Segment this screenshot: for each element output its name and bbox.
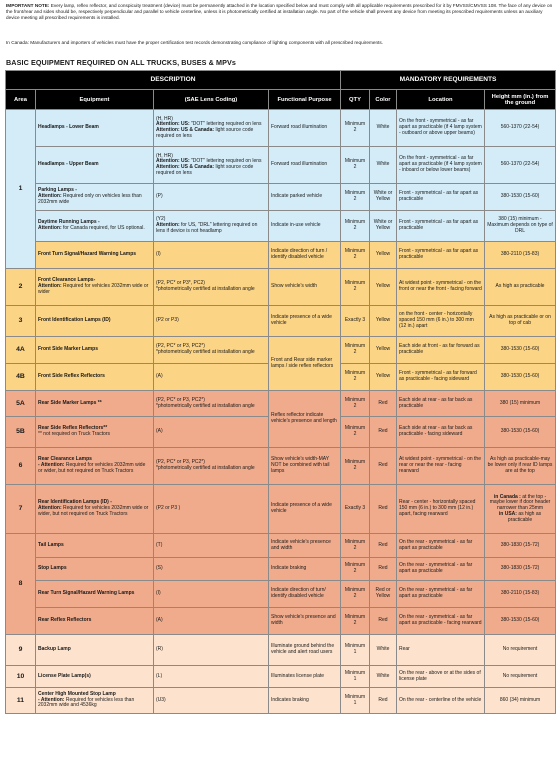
location-cell: on the front - center - horizontally spaced 150 mm (6 in.) to 300 mm (12 in.) apart bbox=[397, 306, 485, 337]
equipment-name: Front Clearance Lamps- bbox=[38, 277, 96, 284]
height-cell: 380-1530 (15-60) bbox=[485, 417, 556, 448]
height-cell: 380 (15) minimum bbox=[485, 391, 556, 417]
qty-cell: Minimum 2 bbox=[341, 211, 370, 242]
qty-cell: Exactly 3 bbox=[341, 485, 370, 534]
height-cell: 380-1830 (15-72) bbox=[485, 534, 556, 558]
purpose-cell: Show vehicle's width-MAY NOT be combined with tail lamps bbox=[269, 448, 341, 485]
area-cell: 4B bbox=[6, 364, 36, 391]
equipment-name: Rear Clearance Lamps bbox=[38, 456, 92, 463]
location-cell: Each side at rear - as far back as practicable - facing sideward bbox=[397, 417, 485, 448]
qty-cell: Minimum 2 bbox=[341, 147, 370, 184]
col-location: Location bbox=[397, 90, 485, 110]
purpose-cell: Indicate parked vehicle bbox=[269, 184, 341, 211]
equipment-table bbox=[5, 70, 556, 714]
lens-text: "DOT" lettering required on lens bbox=[189, 158, 262, 165]
location-cell: On the front - symmetrical - as far apart as practicable (if 4 lamp system - inboard or below lower beams) bbox=[397, 147, 485, 184]
qty-cell: Minimum 2 bbox=[341, 110, 370, 147]
attention-text: Required only on vehicles less than 2032mm wide bbox=[38, 193, 142, 205]
attention-label: Attention: bbox=[38, 193, 62, 200]
color-cell: White bbox=[370, 635, 397, 666]
location-cell: Front - symmetrical - as far apart as practicable bbox=[397, 242, 485, 269]
attention-label: - Attention: bbox=[38, 696, 65, 703]
location-cell: Front - symmetrical - as far apart as practicable bbox=[397, 211, 485, 242]
purpose-cell: Reflex reflector indicate vehicle's presence and length bbox=[269, 391, 341, 448]
qty-cell: Minimum 2 bbox=[341, 534, 370, 558]
height-text: at the top - maybe lower if door header narrower than 25mm bbox=[489, 493, 551, 512]
qty-cell: Minimum 2 bbox=[341, 269, 370, 306]
attention-label: Attention: US: bbox=[156, 121, 190, 128]
purpose-cell: Indicate direction of turn/ identify disabled vehicle bbox=[269, 581, 341, 608]
country-label: in Canada : bbox=[493, 493, 521, 500]
lens-cell: (A) bbox=[154, 364, 269, 391]
color-cell: Yellow bbox=[370, 337, 397, 364]
table-row bbox=[6, 485, 556, 534]
qty-cell: Minimum 1 bbox=[341, 666, 370, 688]
lens-text: (H, HR) bbox=[156, 115, 173, 122]
equipment-cell: Headlamps - Lower Beam bbox=[36, 110, 154, 147]
qty-cell: Minimum 2 bbox=[341, 558, 370, 581]
purpose-cell: Indicate presence of a wide vehicle bbox=[269, 485, 341, 534]
equipment-cell bbox=[36, 448, 154, 485]
location-cell: Front - symmetrical - as far forward as practicable - facing sideward bbox=[397, 364, 485, 391]
color-cell: Red bbox=[370, 417, 397, 448]
lens-cell: (P2 or P3) bbox=[154, 306, 269, 337]
equipment-cell: Stop Lamps bbox=[36, 558, 154, 581]
lens-cell bbox=[154, 391, 269, 417]
lens-text: "DOT" lettering required on lens bbox=[189, 121, 262, 128]
lens-cell: (S) bbox=[154, 558, 269, 581]
purpose-cell: Illuminate ground behind the vehicle and alert road users bbox=[269, 635, 341, 666]
lens-cell: (R) bbox=[154, 635, 269, 666]
table-row bbox=[6, 688, 556, 714]
height-text: as high as practicable bbox=[507, 510, 542, 523]
section-title: BASIC EQUIPMENT REQUIRED ON ALL TRUCKS, BUSES & MPVs bbox=[6, 58, 237, 67]
purpose-cell: Forward road illumination bbox=[269, 147, 341, 184]
equipment-cell: Front Side Reflex Reflectors bbox=[36, 364, 154, 391]
lens-note: *photometrically certified at installation angle bbox=[156, 349, 255, 355]
color-cell: Yellow bbox=[370, 364, 397, 391]
col-purpose: Functional Purpose bbox=[269, 90, 341, 110]
attention-text: Required for vehicles 2032mm wide or wider, but not required on Truck Tractors bbox=[38, 462, 146, 474]
attention-label: Attention: US: bbox=[156, 158, 190, 165]
important-note-label: IMPORTANT NOTE: bbox=[6, 3, 50, 8]
location-cell: On the rear - symmetrical - as far apart as practicable bbox=[397, 558, 485, 581]
qty-cell: Minimum 2 bbox=[341, 391, 370, 417]
height-cell: 380-1530 (15-60) bbox=[485, 608, 556, 635]
lens-cell bbox=[154, 448, 269, 485]
area-cell: 3 bbox=[6, 306, 36, 337]
area-cell: 1 bbox=[6, 110, 36, 269]
color-cell: Red bbox=[370, 688, 397, 714]
height-cell: 560-1370 (22-54) bbox=[485, 110, 556, 147]
equipment-cell bbox=[36, 417, 154, 448]
color-cell: Red bbox=[370, 534, 397, 558]
color-cell: Red bbox=[370, 485, 397, 534]
lens-note: *photometrically certified at installation angle bbox=[156, 465, 255, 471]
qty-cell: Minimum 2 bbox=[341, 417, 370, 448]
purpose-cell: Indicate direction of turn / identify disabled vehicle bbox=[269, 242, 341, 269]
height-cell: 380-1530 (15-60) bbox=[485, 337, 556, 364]
height-cell: 380-1530 (15-60) bbox=[485, 364, 556, 391]
description-header: DESCRIPTION bbox=[6, 71, 341, 90]
color-cell: White or Yellow bbox=[370, 184, 397, 211]
qty-cell: Minimum 2 bbox=[341, 448, 370, 485]
color-cell: White bbox=[370, 110, 397, 147]
lens-text: (P2, PC* or P3*, PC2) bbox=[156, 280, 205, 287]
location-cell: On the rear - symmetrical - as far apart as practicable bbox=[397, 581, 485, 608]
qty-cell: Minimum 1 bbox=[341, 688, 370, 714]
color-cell: Red bbox=[370, 391, 397, 417]
area-cell: 10 bbox=[6, 666, 36, 688]
height-cell: As high as practicable or on top of cab bbox=[485, 306, 556, 337]
location-cell: Each side at rear - as far back as practicable bbox=[397, 391, 485, 417]
lens-cell: (A) bbox=[154, 417, 269, 448]
area-cell: 4A bbox=[6, 337, 36, 364]
col-color: Color bbox=[370, 90, 397, 110]
lens-cell: (U3) bbox=[154, 688, 269, 714]
purpose-cell: Indicate vehicle's presence and width bbox=[269, 534, 341, 558]
purpose-cell: Forward road illumination bbox=[269, 110, 341, 147]
lens-cell bbox=[154, 147, 269, 184]
lens-text: light source code required on lens bbox=[156, 164, 254, 176]
lens-cell: (T) bbox=[154, 534, 269, 558]
height-cell: 380-2110 (15-83) bbox=[485, 581, 556, 608]
lens-text: for US, "DRL" lettering required on lens if device is not headlamp bbox=[156, 222, 258, 234]
purpose-cell: Indicate braking bbox=[269, 558, 341, 581]
location-cell: Rear bbox=[397, 635, 485, 666]
qty-cell: Minimum 1 bbox=[341, 635, 370, 666]
table-row bbox=[6, 306, 556, 337]
attention-label: Attention: bbox=[156, 222, 180, 229]
height-cell: 380-1530 (15-60) bbox=[485, 184, 556, 211]
lens-text: (P2, PC* or P3, PC2*) bbox=[156, 459, 205, 466]
equipment-cell: License Plate Lamp(s) bbox=[36, 666, 154, 688]
purpose-cell: Show vehicle's presence and width bbox=[269, 608, 341, 635]
purpose-cell: Indicate in-use vehicle bbox=[269, 211, 341, 242]
location-cell: On the rear - above or at the sides of license plate bbox=[397, 666, 485, 688]
table-row bbox=[6, 337, 556, 364]
table-row bbox=[6, 581, 556, 608]
height-cell: As high as practicable-may be lower only if rear ID lamps are at the top bbox=[485, 448, 556, 485]
lens-note: *photometrically certified at installation angle bbox=[156, 286, 255, 292]
col-equipment: Equipment bbox=[36, 90, 154, 110]
area-cell: 5A bbox=[6, 391, 36, 417]
col-qty: QTY bbox=[341, 90, 370, 110]
equipment-cell: Front Turn Signal/Hazard Warning Lamps bbox=[36, 242, 154, 269]
equipment-name: Rear Identification Lamps (ID) - bbox=[38, 499, 112, 506]
lens-text: (H, HR) bbox=[156, 152, 173, 159]
attention-text: Required for vehicles 2032mm wide or wider bbox=[38, 283, 149, 295]
table-row bbox=[6, 635, 556, 666]
qty-cell: Minimum 2 bbox=[341, 581, 370, 608]
country-label: in USA: bbox=[498, 510, 517, 517]
attention-label: Attention: US & Canada: bbox=[156, 164, 215, 170]
height-cell: 380-2110 (15-83) bbox=[485, 242, 556, 269]
important-note bbox=[6, 3, 554, 21]
height-cell: No requirement bbox=[485, 635, 556, 666]
equipment-cell: Headlamps - Upper Beam bbox=[36, 147, 154, 184]
important-note-text: Every lamp, reflex reflector, and conspicuity treatment (device) must be permanently attached in the location specified below and must comply with all applicable requirements prescribed for it by FMVSS/CMVSS 108. The face of any device on the front/rear and sides should be, respectively perpendicular and parallel to vehicle centerline, unless it is photometrically certified at installation angle. No part of the vehicle shall prevent any device from meeting its prescribed requirements unless an auxiliary device meeting all prescribed requirements is installed. bbox=[6, 3, 553, 21]
table-row bbox=[6, 211, 556, 242]
equipment-name: Rear Side Reflex Reflectors** bbox=[38, 425, 108, 432]
lens-cell: (A) bbox=[154, 608, 269, 635]
color-cell: Yellow bbox=[370, 306, 397, 337]
table-row bbox=[6, 558, 556, 581]
lens-text: (P2, PC* or P3, PC2*) bbox=[156, 343, 205, 350]
col-area: Area bbox=[6, 90, 36, 110]
attention-label: Attention: bbox=[38, 505, 62, 512]
location-cell: On the rear - symmetrical - as far apart as practicable - facing rearward bbox=[397, 608, 485, 635]
lens-text: (Y2) bbox=[156, 216, 166, 223]
location-cell: On the front - symmetrical - as far apart as practicable (if 4 lamp system - outboard or above upper beams) bbox=[397, 110, 485, 147]
lens-text: light source code required on lens bbox=[156, 127, 254, 139]
location-cell: On the rear - symmetrical - as far apart as practicable bbox=[397, 534, 485, 558]
area-cell: 8 bbox=[6, 534, 36, 635]
lens-cell bbox=[154, 110, 269, 147]
equipment-name: Daytime Running Lamps - bbox=[38, 219, 100, 226]
color-cell: Yellow bbox=[370, 269, 397, 306]
color-cell: Red bbox=[370, 558, 397, 581]
canada-note: In Canada: Manufacturers and importers of vehicles must have the proper certification test records demonstrating compliance of lighting components with all prescribed requirements. bbox=[6, 40, 384, 45]
table-row bbox=[6, 534, 556, 558]
height-cell: 860 (34) minimum bbox=[485, 688, 556, 714]
lens-cell bbox=[154, 337, 269, 364]
attention-text: Required for vehicles 2032mm wide or wider, but not required on Truck Tractors bbox=[38, 505, 149, 517]
table-row bbox=[6, 147, 556, 184]
mandatory-header: MANDATORY REQUIREMENTS bbox=[341, 71, 556, 90]
lens-cell bbox=[154, 269, 269, 306]
equipment-cell: Rear Reflex Reflectors bbox=[36, 608, 154, 635]
purpose-cell: Indicate presence of a wide vehicle bbox=[269, 306, 341, 337]
location-cell: At widest point - symmetrical - on the rear or near the rear - facing rearward bbox=[397, 448, 485, 485]
color-cell: White or Yellow bbox=[370, 211, 397, 242]
table-row bbox=[6, 608, 556, 635]
equipment-cell bbox=[36, 269, 154, 306]
equipment-cell bbox=[36, 485, 154, 534]
height-cell: 560-1370 (22-54) bbox=[485, 147, 556, 184]
attention-label: Attention: bbox=[38, 283, 62, 290]
purpose-cell: Indicates braking bbox=[269, 688, 341, 714]
equipment-note: ** not required on Truck Tractors bbox=[38, 431, 110, 437]
location-cell: On the rear - centerline of the vehicle bbox=[397, 688, 485, 714]
attention-text: for Canada required, for US optional. bbox=[61, 225, 145, 231]
attention-label: Attention: US & Canada: bbox=[156, 127, 215, 133]
color-cell: White bbox=[370, 147, 397, 184]
col-lens: (SAE Lens Coding) bbox=[154, 90, 269, 110]
height-cell bbox=[485, 485, 556, 534]
area-cell: 7 bbox=[6, 485, 36, 534]
color-cell: Red bbox=[370, 608, 397, 635]
lens-cell: (I) bbox=[154, 581, 269, 608]
equipment-cell bbox=[36, 211, 154, 242]
qty-cell: Minimum 2 bbox=[341, 364, 370, 391]
equipment-name: Center High Mounted Stop Lamp bbox=[38, 690, 116, 697]
color-cell: White bbox=[370, 666, 397, 688]
purpose-cell: Illuminates license plate bbox=[269, 666, 341, 688]
color-cell: Red bbox=[370, 448, 397, 485]
attention-label: Attention: bbox=[38, 225, 62, 231]
location-cell: Rear - center - horizontally spaced 150 mm (6 in.) to 300 mm (12 in.) apart, facing rearward bbox=[397, 485, 485, 534]
lens-cell bbox=[154, 211, 269, 242]
height-cell: 380-1830 (15-72) bbox=[485, 558, 556, 581]
color-cell: Red or Yellow bbox=[370, 581, 397, 608]
area-cell: 6 bbox=[6, 448, 36, 485]
purpose-cell: Show vehicle's width bbox=[269, 269, 341, 306]
lens-cell: (I) bbox=[154, 242, 269, 269]
qty-cell: Exactly 3 bbox=[341, 306, 370, 337]
lens-cell: (P) bbox=[154, 184, 269, 211]
attention-label: - Attention: bbox=[38, 462, 65, 469]
table-row bbox=[6, 184, 556, 211]
height-cell: 380 (15) minimum - Maximum depends on type of DRL bbox=[485, 211, 556, 242]
qty-cell: Minimum 2 bbox=[341, 242, 370, 269]
equipment-cell bbox=[36, 688, 154, 714]
equipment-cell: Front Identification Lamps (ID) bbox=[36, 306, 154, 337]
qty-cell: Minimum 2 bbox=[341, 608, 370, 635]
qty-cell: Minimum 2 bbox=[341, 337, 370, 364]
equipment-cell: Rear Turn Signal/Hazard Warning Lamps bbox=[36, 581, 154, 608]
lens-cell: (P2 or P3 ) bbox=[154, 485, 269, 534]
table-row bbox=[6, 242, 556, 269]
equipment-cell: Front Side Marker Lamps bbox=[36, 337, 154, 364]
location-cell: Each side at front - as far forward as practicable bbox=[397, 337, 485, 364]
lens-cell: (L) bbox=[154, 666, 269, 688]
equipment-name: Parking Lamps - bbox=[38, 187, 77, 194]
area-cell: 5B bbox=[6, 417, 36, 448]
table-row bbox=[6, 666, 556, 688]
purpose-cell: Front and Rear side marker lamps / side reflex reflectors bbox=[269, 337, 341, 391]
location-cell: Front - symmetrical - as far apart as practicable bbox=[397, 184, 485, 211]
location-cell: At widest point - symmetrical - on the front or near the front - facing forward bbox=[397, 269, 485, 306]
height-cell: No requirement bbox=[485, 666, 556, 688]
color-cell: Yellow bbox=[370, 242, 397, 269]
equipment-cell bbox=[36, 184, 154, 211]
qty-cell: Minimum 2 bbox=[341, 184, 370, 211]
height-cell: As high as practicable bbox=[485, 269, 556, 306]
table-row bbox=[6, 448, 556, 485]
area-cell: 2 bbox=[6, 269, 36, 306]
equipment-cell: Tail Lamps bbox=[36, 534, 154, 558]
area-cell: 9 bbox=[6, 635, 36, 666]
col-height: Height mm (in.) from the ground bbox=[485, 90, 556, 110]
area-cell: 11 bbox=[6, 688, 36, 714]
equipment-cell: Rear Side Marker Lamps ** bbox=[36, 391, 154, 417]
table-row bbox=[6, 391, 556, 417]
table-row bbox=[6, 269, 556, 306]
table-row bbox=[6, 110, 556, 147]
equipment-cell: Backup Lamp bbox=[36, 635, 154, 666]
attention-text: Required for vehicles less than 2032mm wide and 4536kg bbox=[38, 696, 135, 709]
lens-note: *photometrically certified at installation angle bbox=[156, 402, 255, 409]
lens-text: (P2, PC* or P3, PC2*) bbox=[156, 396, 205, 403]
